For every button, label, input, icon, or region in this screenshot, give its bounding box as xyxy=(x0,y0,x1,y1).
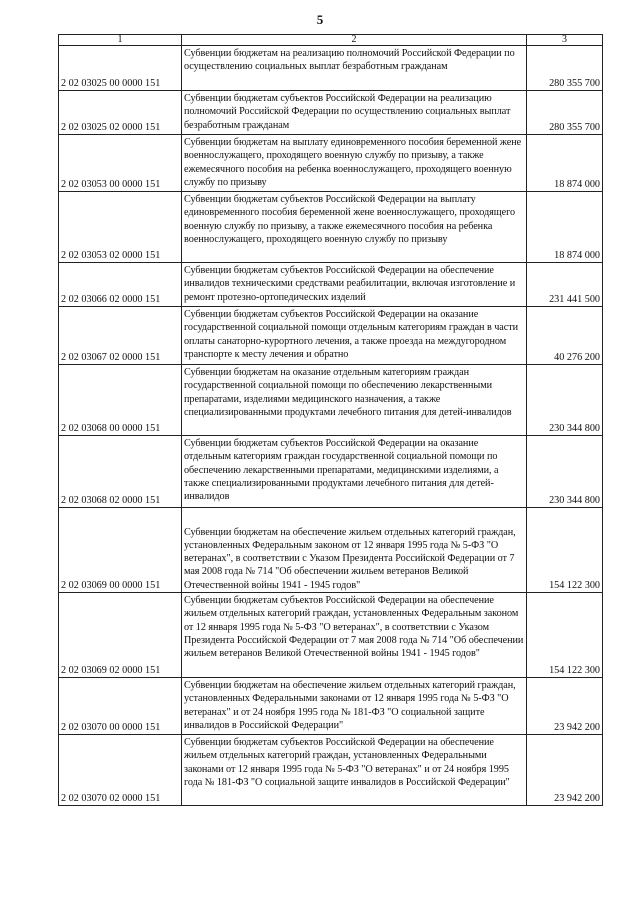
row-amount: 40 276 200 xyxy=(527,307,603,365)
budget-code: 2 02 03070 00 0000 151 xyxy=(59,678,182,735)
row-description: Субвенции бюджетам субъектов Российской Федерации на оказание государственной социальной помощи отдельным категориям граждан в части оплаты санаторно-курортного лечения, а также проезда на междугородном транспорте к месту лечения и обратно xyxy=(182,307,527,365)
row-amount: 23 942 200 xyxy=(527,678,603,735)
budget-code: 2 02 03068 02 0000 151 xyxy=(59,436,182,508)
table-header-row xyxy=(59,35,603,46)
row-description: Субвенции бюджетам субъектов Российской Федерации на обеспечение инвалидов техническими средствами реабилитации, включая изготовление и ремонт протезно-ортопедических изделий xyxy=(182,263,527,307)
table-row xyxy=(59,436,603,508)
row-description: Субвенции бюджетам на выплату единовременного пособия беременной жене военнослужащего, проходящего военную службу по призыву, а также ежемесячного пособия на ребенка военнослужащего, проходящего военную службу по призыву xyxy=(182,135,527,192)
row-amount: 154 122 300 xyxy=(527,593,603,678)
row-description: Субвенции бюджетам субъектов Российской Федерации на оказание отдельным категориям граждан государственной социальной помощи по обеспечению лекарственными препаратами, медицинскими изделиями, а также специализированными продуктами лечебного питания для детей-инвалидов xyxy=(182,436,527,508)
row-description: Субвенции бюджетам субъектов Российской Федерации на обеспечение жильем отдельных категорий граждан, установленных Федеральными законами от 12 января 1995 года № 5-ФЗ "О ветеранах" и от 24 ноября 1995 года № 181-ФЗ "О социальной защите инвалидов в Российской Федерации" xyxy=(182,735,527,806)
row-description: Субвенции бюджетам субъектов Российской Федерации на обеспечение жильем отдельных категорий граждан, установленных Федеральным законом от 12 января 1995 года № 5-ФЗ "О ветеранах", в соответствии с Указом Президента Российской Федерации от 7 мая 2008 года № 714 "Об обеспечении жильем ветеранов Великой Отечественной войны 1941 - 1945 годов" xyxy=(182,593,527,678)
row-description: Субвенции бюджетам на обеспечение жильем отдельных категорий граждан, установленных Федеральными законами от 12 января 1995 года № 5-ФЗ "О ветеранах" и от 24 ноября 1995 года № 181-ФЗ "О социальной защите инвалидов в Российской Федерации" xyxy=(182,678,527,735)
column-header-amount: 3 xyxy=(527,35,603,46)
table-row xyxy=(59,508,603,593)
row-amount: 231 441 500 xyxy=(527,263,603,307)
table-row xyxy=(59,307,603,365)
row-amount: 230 344 800 xyxy=(527,365,603,436)
budget-code: 2 02 03053 00 0000 151 xyxy=(59,135,182,192)
budget-code: 2 02 03070 02 0000 151 xyxy=(59,735,182,806)
row-amount: 23 942 200 xyxy=(527,735,603,806)
budget-code: 2 02 03067 02 0000 151 xyxy=(59,307,182,365)
table-row xyxy=(59,593,603,678)
budget-code: 2 02 03025 02 0000 151 xyxy=(59,91,182,135)
column-header-code: 1 xyxy=(59,35,182,46)
budget-code: 2 02 03066 02 0000 151 xyxy=(59,263,182,307)
row-description: Субвенции бюджетам субъектов Российской Федерации на реализацию полномочий Российской Федерации по осуществлению социальных выплат безработным гражданам xyxy=(182,91,527,135)
budget-code: 2 02 03068 00 0000 151 xyxy=(59,365,182,436)
row-amount: 230 344 800 xyxy=(527,436,603,508)
table-row xyxy=(59,91,603,135)
table-row xyxy=(59,46,603,91)
budget-code: 2 02 03025 00 0000 151 xyxy=(59,46,182,91)
row-description: Субвенции бюджетам на реализацию полномочий Российской Федерации по осуществлению социальных выплат безработным гражданам xyxy=(182,46,527,91)
table-row xyxy=(59,263,603,307)
budget-code: 2 02 03069 02 0000 151 xyxy=(59,593,182,678)
row-description: Субвенции бюджетам на обеспечение жильем отдельных категорий граждан, установленных Федеральным законом от 12 января 1995 года № 5-ФЗ "О ветеранах", в соответствии с Указом Президента Российской Федерации от 7 мая 2008 года № 714 "Об обеспечении жильем ветеранов Великой Отечественной войны 1941 - 1945 годов" xyxy=(182,508,527,593)
table-row xyxy=(59,365,603,436)
table-row xyxy=(59,735,603,806)
budget-table xyxy=(58,34,603,806)
row-description: Субвенции бюджетам на оказание отдельным категориям граждан государственной социальной помощи по обеспечению лекарственными препаратами, изделиями медицинского назначения, а также специализированными продуктами лечебного питания для детей-инвалидов xyxy=(182,365,527,436)
budget-code: 2 02 03053 02 0000 151 xyxy=(59,192,182,263)
row-amount: 18 874 000 xyxy=(527,135,603,192)
table-row xyxy=(59,192,603,263)
table-row xyxy=(59,678,603,735)
column-header-description: 2 xyxy=(182,35,527,46)
row-amount: 154 122 300 xyxy=(527,508,603,593)
row-description: Субвенции бюджетам субъектов Российской Федерации на выплату единовременного пособия беременной жене военнослужащего, проходящего военную службу по призыву, а также ежемесячного пособия на ребенка военнослужащего, проходящего военную службу по призыву xyxy=(182,192,527,263)
row-amount: 18 874 000 xyxy=(527,192,603,263)
budget-code: 2 02 03069 00 0000 151 xyxy=(59,508,182,593)
page-number: 5 xyxy=(316,12,324,27)
row-amount: 280 355 700 xyxy=(527,91,603,135)
table-row xyxy=(59,135,603,192)
row-amount: 280 355 700 xyxy=(527,46,603,91)
